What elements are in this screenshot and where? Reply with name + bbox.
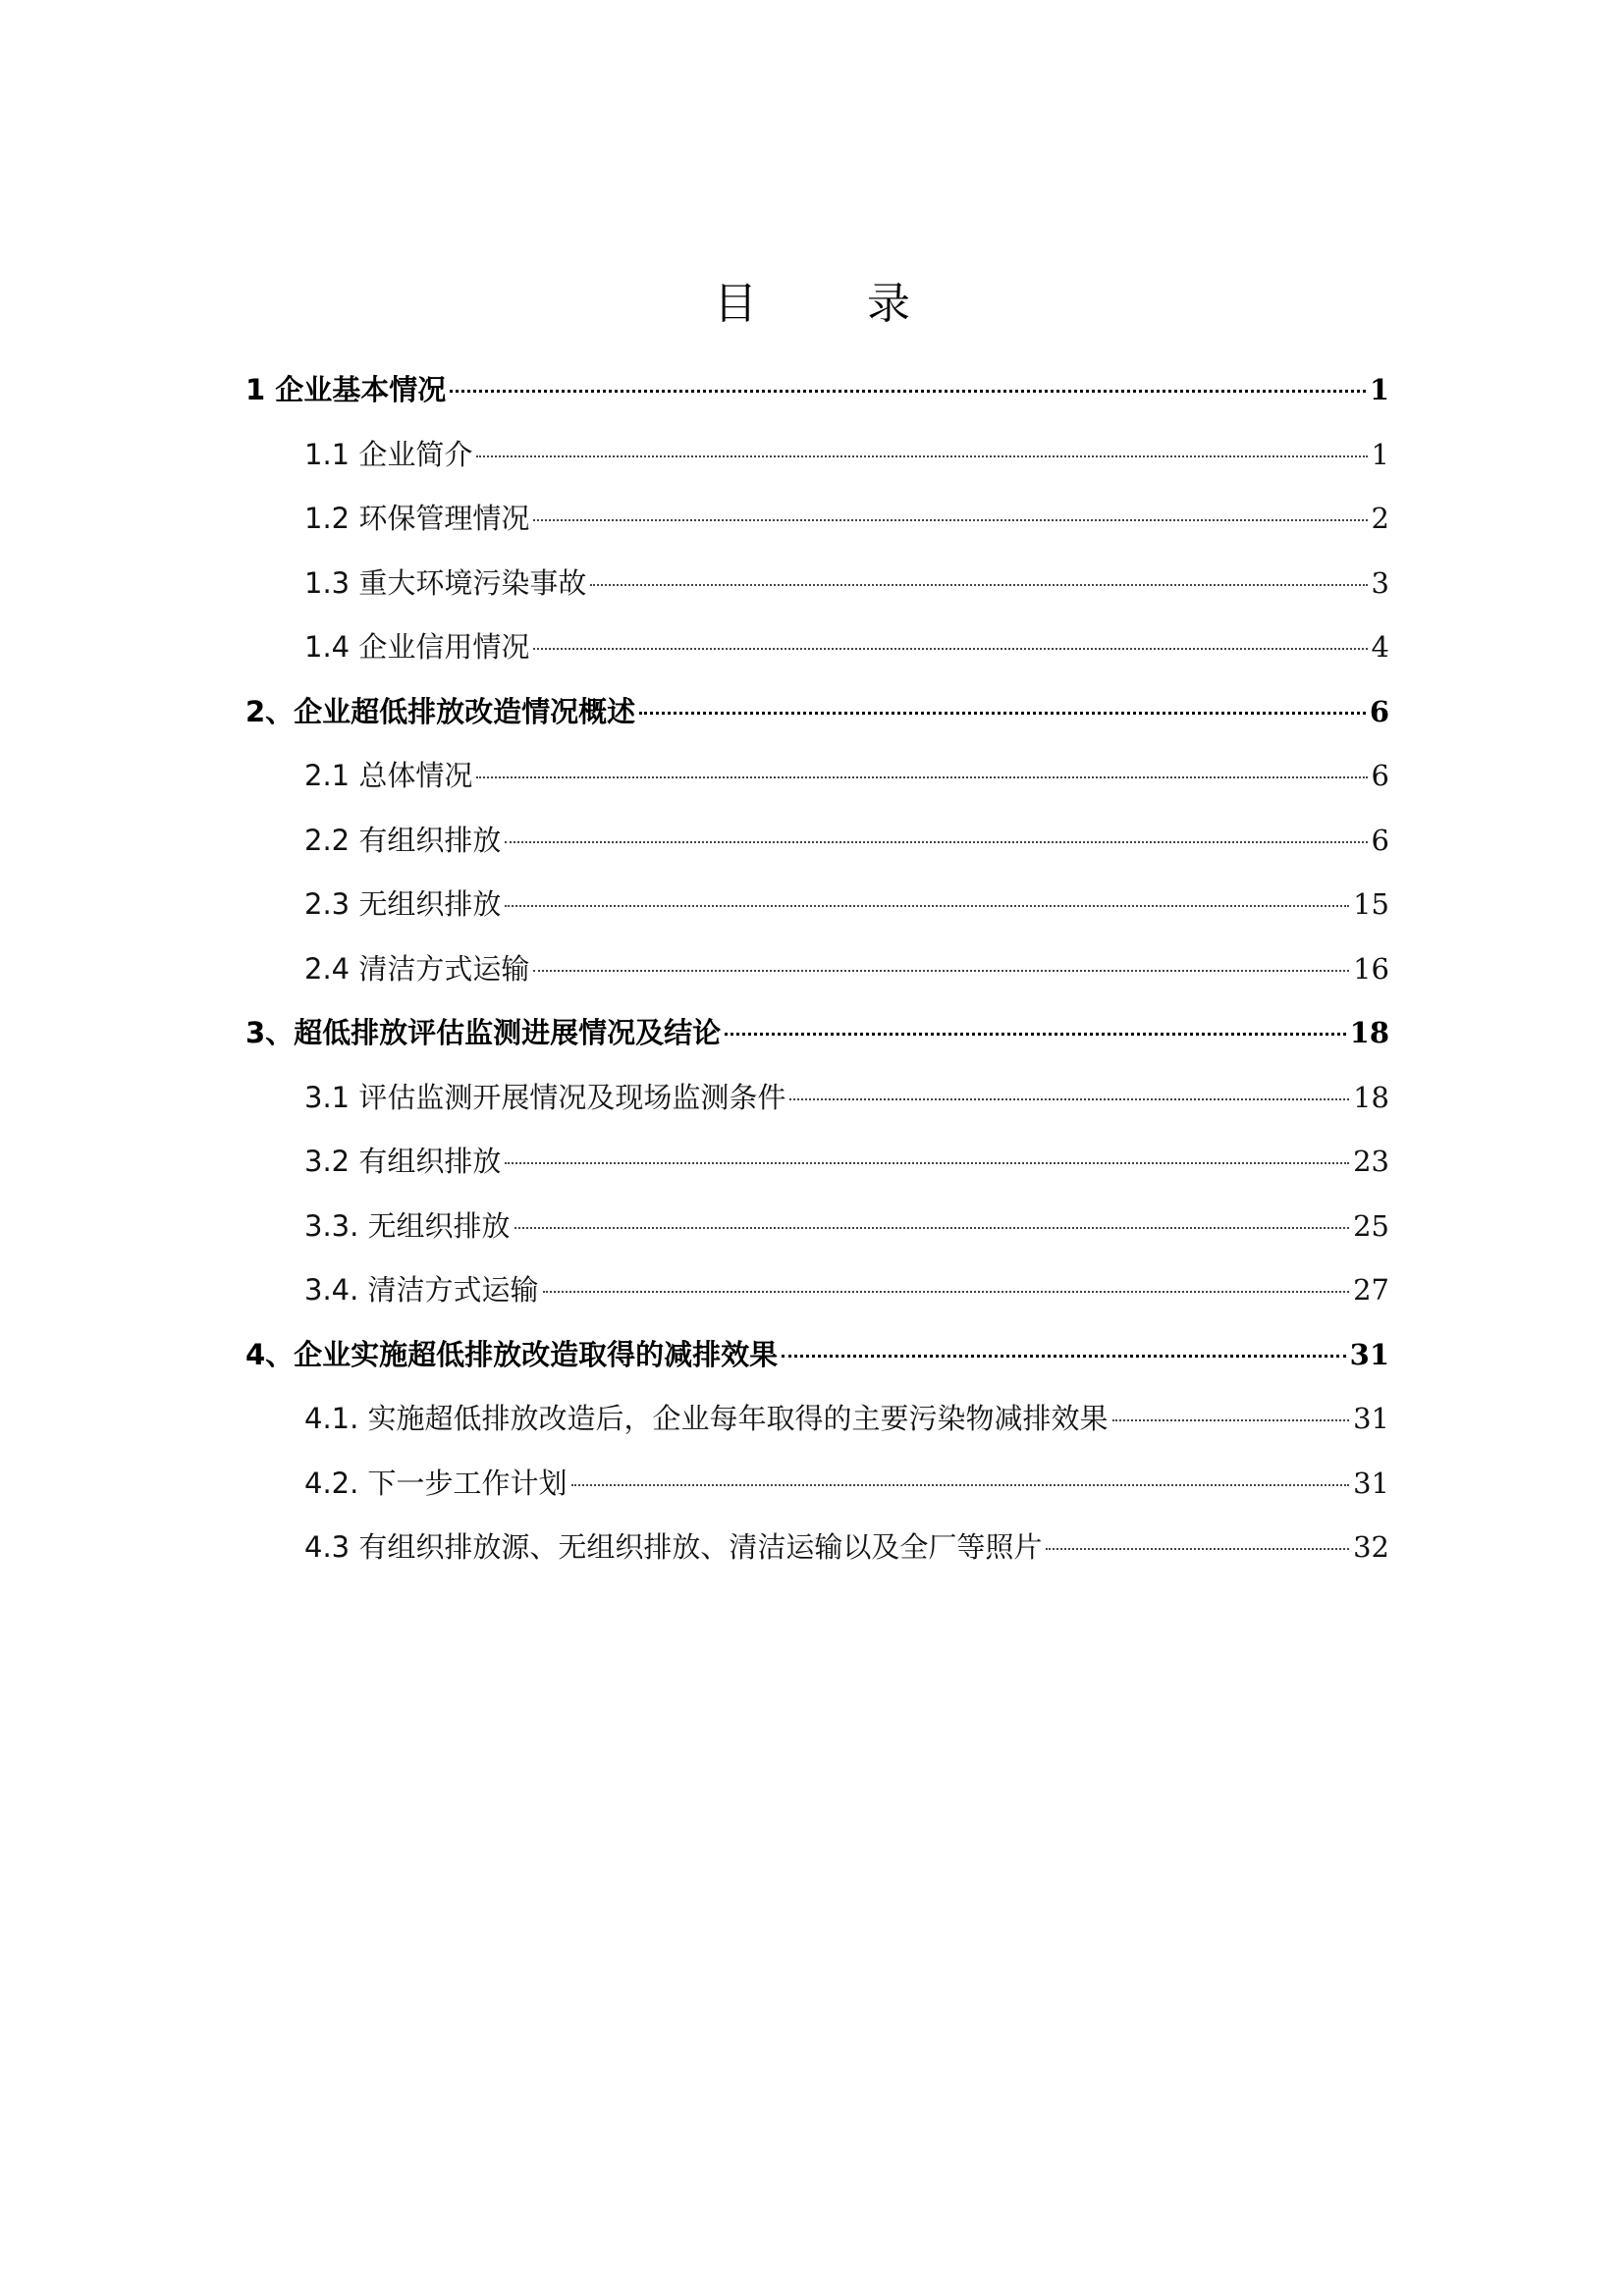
toc-page-number: 1	[1371, 437, 1389, 471]
toc-entry[interactable]	[245, 423, 1389, 488]
toc-dot-leader	[505, 905, 1349, 907]
toc-page-number: 31	[1353, 1402, 1389, 1435]
toc-entry[interactable]	[245, 1258, 1389, 1323]
toc-dot-leader	[533, 648, 1367, 650]
toc-entry-label: 1.3 重大环境污染事故	[304, 565, 587, 600]
toc-entry-label: 1.1 企业简介	[304, 437, 473, 471]
toc-page-number: 32	[1353, 1530, 1389, 1564]
toc-page-number: 3	[1371, 565, 1389, 600]
toc-entry[interactable]	[245, 615, 1389, 680]
toc-entry[interactable]	[245, 680, 1389, 745]
toc-entry[interactable]	[245, 1516, 1389, 1580]
toc-page-number: 2	[1371, 502, 1389, 535]
toc-entry-label: 3.4. 清洁方式运输	[304, 1273, 539, 1307]
toc-dot-leader	[450, 390, 1366, 393]
toc-entry-label: 3、超低排放评估监测进展情况及结论	[245, 1016, 722, 1049]
toc-page-number: 18	[1349, 1016, 1389, 1049]
toc-entry-label: 1 企业基本情况	[245, 373, 447, 406]
toc-page-number: 16	[1353, 951, 1389, 986]
toc-entry[interactable]	[245, 937, 1389, 1002]
toc-entry[interactable]	[245, 358, 1389, 423]
toc-page-number: 1	[1369, 373, 1389, 406]
toc-entry[interactable]	[245, 744, 1389, 809]
toc-dot-leader	[533, 970, 1349, 972]
toc-page-number: 6	[1369, 694, 1389, 728]
toc-entry[interactable]	[245, 1066, 1389, 1131]
toc-entry-label: 2、企业超低排放改造情况概述	[245, 694, 636, 728]
toc-page-number: 18	[1353, 1080, 1389, 1114]
toc-dot-leader	[543, 1291, 1350, 1293]
toc-dot-leader	[639, 712, 1366, 715]
toc-entry-label: 4.1. 实施超低排放改造后，企业每年取得的主要污染物减排效果	[304, 1402, 1109, 1435]
toc-entry-label: 2.4 清洁方式运输	[304, 951, 530, 986]
toc-entry-label: 1.4 企业信用情况	[304, 630, 530, 664]
toc-entry[interactable]	[245, 552, 1389, 616]
toc-entry-label: 4.3 有组织排放源、无组织排放、清洁运输以及全厂等照片	[304, 1530, 1043, 1564]
toc-dot-leader	[782, 1355, 1345, 1358]
toc-entry-label: 3.1 评估监测开展情况及现场监测条件	[304, 1080, 786, 1114]
toc-page-number: 27	[1353, 1273, 1389, 1307]
toc-dot-leader	[1046, 1548, 1349, 1550]
toc-dot-leader	[590, 584, 1367, 586]
toc-dot-leader	[505, 1162, 1349, 1164]
toc-dot-leader	[476, 776, 1367, 778]
table-of-contents	[245, 358, 1389, 1580]
toc-entry[interactable]	[245, 809, 1389, 874]
toc-entry-label: 2.2 有组织排放	[304, 823, 502, 857]
toc-entry[interactable]	[245, 1001, 1389, 1066]
toc-entry-label: 4、企业实施超低排放改造取得的减排效果	[245, 1337, 779, 1371]
toc-page-number: 6	[1371, 823, 1389, 857]
toc-page-number: 23	[1353, 1145, 1389, 1178]
toc-entry[interactable]	[245, 1130, 1389, 1195]
toc-entry[interactable]	[245, 1452, 1389, 1517]
toc-dot-leader	[514, 1227, 1350, 1229]
toc-entry-label: 4.2. 下一步工作计划	[304, 1466, 568, 1500]
toc-dot-leader	[533, 519, 1367, 521]
toc-entry-label: 3.2 有组织排放	[304, 1145, 502, 1178]
toc-dot-leader	[725, 1033, 1345, 1036]
toc-page-number: 4	[1371, 630, 1389, 664]
toc-entry-label: 2.3 无组织排放	[304, 887, 502, 921]
toc-dot-leader	[1112, 1419, 1350, 1421]
toc-page-number: 15	[1353, 887, 1389, 921]
page-title: 目 录	[714, 279, 944, 329]
toc-entry-label: 2.1 总体情况	[304, 759, 473, 792]
toc-entry[interactable]	[245, 1323, 1389, 1388]
toc-page-number: 25	[1353, 1208, 1389, 1243]
toc-dot-leader	[505, 841, 1367, 843]
toc-page-number: 6	[1371, 759, 1389, 792]
toc-dot-leader	[476, 455, 1367, 457]
toc-dot-leader	[571, 1484, 1350, 1486]
toc-entry[interactable]	[245, 1195, 1389, 1259]
toc-entry[interactable]	[245, 873, 1389, 937]
toc-page-number: 31	[1353, 1466, 1389, 1500]
toc-entry-label: 1.2 环保管理情况	[304, 502, 530, 535]
toc-dot-leader	[789, 1098, 1349, 1100]
toc-page-number: 31	[1349, 1337, 1389, 1371]
toc-entry[interactable]	[245, 1387, 1389, 1452]
toc-entry-label: 3.3. 无组织排放	[304, 1208, 511, 1243]
toc-entry[interactable]	[245, 487, 1389, 552]
